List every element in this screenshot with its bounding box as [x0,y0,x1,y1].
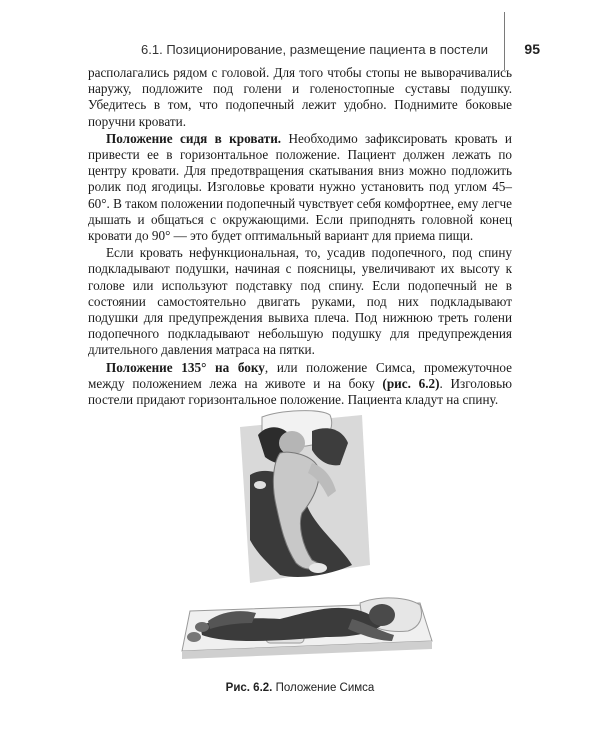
paragraph-body: , или положение Симса, промежуточное между положением лежа на животе и на боку [88,359,512,391]
running-title: 6.1. Позиционирование, размещение пациента в постели [141,42,488,57]
header-divider [504,12,506,70]
body-text [88,65,512,408]
sims-position-illustration [90,405,510,665]
paragraph-lead: Положение 135° на боку [106,359,265,375]
page-number: 95 [524,41,540,57]
paragraph-body: . Изголовью постели придают горизонтальное положение. Пациента кладут на спину. [88,375,512,408]
paragraph-body: Необходимо зафиксировать кровать и привести ее в горизонтальное положение. Пациент должен лежать по центру кровати. Для предотвращения скатывания вниз можно подложить ролик под ягодицы. Изголовье кровати нужно установить под углом 45–60°. В таком положении подопечный чувствует себя комфортнее, ему легче дышать и общаться с окружающими. Если приподнять головной конец кровати до 90° — это будет оптимальный вариант для приема пищи. [88,130,512,244]
figure-caption [0,682,600,694]
caption-label: Рис. 6.2. [225,682,273,694]
paragraph-nonfunctional-bed: Если кровать нефункциональная, то, усадив подопечного, под спину подкладывают подушки, начиная с поясницы, увеличивают их высоту к голове или используют подставку под спину. Если подопечный не в состоянии самостоятельно двигать руками, под них подкладывают подушки для предупреждения вывиха плеча. Под нижнюю треть голени подопечного подкладывают небольшую подушку для предупреждения длительного давления матраса на пятки. [88,245,512,358]
top-view-photo [240,411,370,583]
figure-sims-position [90,405,510,665]
paragraph-lead: Положение сидя в кровати. [106,130,282,146]
caption-text: Положение Симса [272,682,375,694]
paragraph-sitting-position [88,131,512,244]
paragraph-sims-position [88,360,512,409]
side-view-photo [182,598,432,659]
figure-reference: (рис. 6.2) [382,375,440,391]
paragraph-continued: располагались рядом с головой. Для того чтобы стопы не выворачивались наружу, подложите под голени и голеностопные суставы подушку. Убедитесь в том, что подопечный лежит удобно. Поднимите боковые поручни кровати. [88,65,512,129]
